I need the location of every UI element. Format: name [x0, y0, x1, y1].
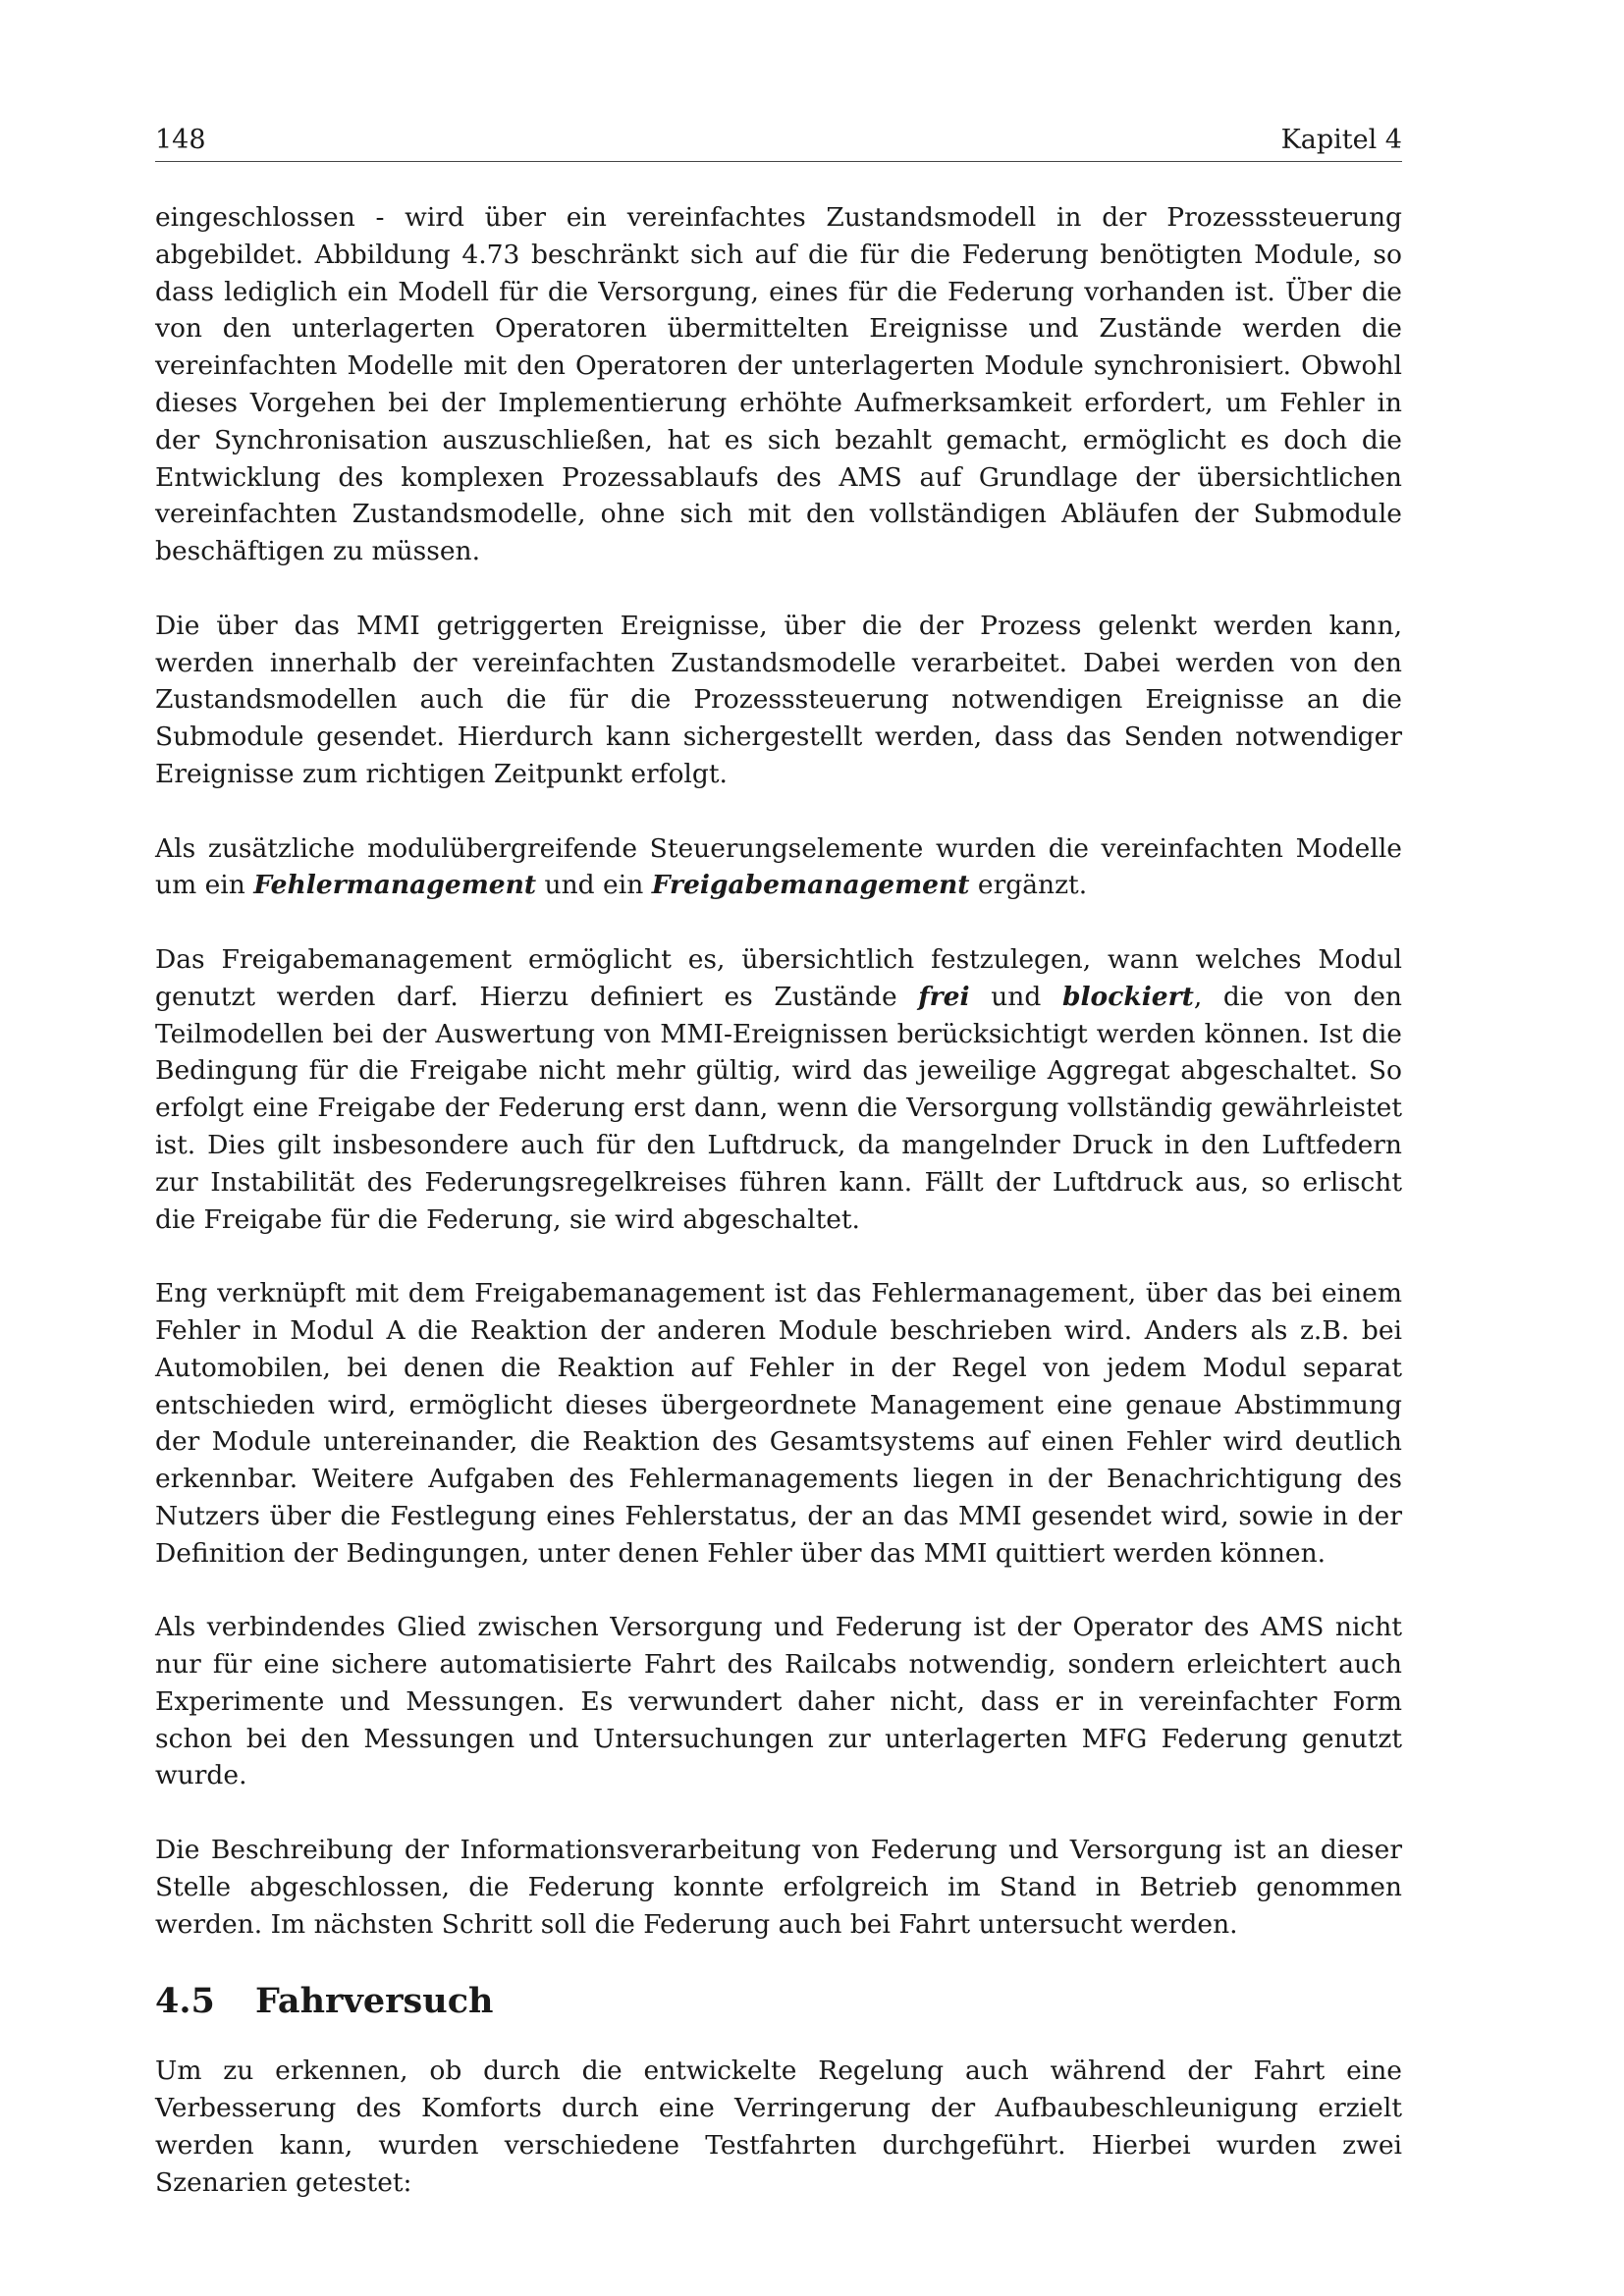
- running-header: [155, 124, 1402, 162]
- paragraph-4-text-1: Das Freigabemanagement ermöglicht es, übersichtlich festzulegen, wann welches Modul genutzt werden darf. Hierzu definiert es Zustände: [155, 943, 1402, 1012]
- paragraph-1: eingeschlossen - wird über ein vereinfachtes Zustandsmodell in der Prozesssteuerung abgebildet. Abbildung 4.73 beschränkt sich auf die für die Federung benötigten Module, so dass lediglich ein Modell für die Versorgung, eines für die Federung vorhanden ist. Über die von den unterlagerten Operatoren übermittelten Ereignisse und Zustände werden die vereinfachten Modelle mit den Operatoren der unterlagerten Module synchronisiert. Obwohl dieses Vorgehen bei der Implementierung erhöhte Aufmerksamkeit erfordert, um Fehler in der Synchronisation auszuschließen, hat es sich bezahlt gemacht, ermöglicht es doch die Entwicklung des komplexen Prozessablaufs des AMS auf Grundlage der übersichtlichen vereinfachten Zustandsmodelle, ohne sich mit den vollständigen Abläufen der Submodule beschäftigen zu müssen.: [155, 202, 1402, 567]
- keyword-freigabemanagement: Freigabemanagement: [651, 870, 970, 901]
- paragraph-6: Als verbindendes Glied zwischen Versorgung und Federung ist der Operator des AMS nicht nur für eine sichere automatisierte Fahrt des Railcabs notwendig, sondern erleichtert auch Experimente und Messungen. Es verwundert daher nicht, dass er in vereinfachter Form schon bei den Messungen und Untersuchungen zur unterlagerten MFG Federung genutzt wurde.: [155, 1612, 1402, 1791]
- paragraph-4-text-2: und: [969, 981, 1062, 1012]
- paragraph-7: Die Beschreibung der Informationsverarbeitung von Federung und Versorgung ist an dieser Stelle abgeschlossen, die Federung konnte erfolgreich im Stand in Betrieb genommen werden. Im nächsten Schritt soll die Federung auch bei Fahrt untersucht werden.: [155, 1835, 1402, 1940]
- body-text: [155, 199, 1402, 2238]
- paragraph-3: [155, 830, 1402, 905]
- keyword-frei: frei: [918, 981, 970, 1012]
- keyword-fehlermanagement: Fehlermanagement: [253, 870, 537, 901]
- paragraph-8: Um zu erkennen, ob durch die entwickelte Regelung auch während der Fahrt eine Verbesserung des Komforts durch eine Verringerung der Aufbaubeschleunigung erzielt werden kann, wurden verschiedene Testfahrten durchgeführt. Hierbei wurden zwei Szenarien getestet:: [155, 2056, 1402, 2198]
- paragraph-3-text-3: ergänzt.: [969, 870, 1088, 901]
- paragraph-2: Die über das MMI getriggerten Ereignisse, über die der Prozess gelenkt werden kann, werden innerhalb der vereinfachten Zustandsmodelle verarbeitet. Dabei werden von den Zustandsmodellen auch die für die Prozesssteuerung notwendigen Ereignisse an die Submodule gesendet. Hierdurch kann sichergestellt werden, dass das Senden notwendiger Ereignisse zum richtigen Zeitpunkt erfolgt.: [155, 610, 1402, 789]
- paragraph-5: Eng verknüpft mit dem Freigabemanagement ist das Fehlermanagement, über das bei einem Fehler in Modul A die Reaktion der anderen Module beschrieben wird. Anders als z.B. bei Automobilen, bei denen die Reaktion auf Fehler in der Regel von jedem Modul separat entschieden wird, ermöglicht dieses übergeordnete Management eine genaue Abstimmung der Module untereinander, die Reaktion des Gesamtsystems auf einen Fehler wird deutlich erkennbar. Weitere Aufgaben des Fehlermanagements liegen in der Benachrichtigung des Nutzers über die Festlegung eines Fehlerstatus, der an das MMI gesendet wird, sowie in der Definition der Bedingungen, unter denen Fehler über das MMI quittiert werden können.: [155, 1278, 1402, 1569]
- page-number: 148: [155, 125, 206, 155]
- chapter-label: Kapitel 4: [1280, 125, 1402, 155]
- paragraph-3-text-1: Als zusätzliche modulübergreifende Steuerungselemente wurden die vereinfachten Modelle um ein: [155, 832, 1402, 901]
- section-heading: [155, 1980, 1402, 2023]
- section-number: 4.5: [155, 1981, 215, 2022]
- keyword-blockiert: blockiert: [1061, 981, 1194, 1012]
- paragraph-4: [155, 941, 1402, 1238]
- section-title: Fahrversuch: [255, 1981, 494, 2022]
- paragraph-4-text-3: , die von den Teilmodellen bei der Auswertung von MMI-Ereignissen berücksichtigt werden können. Ist die Bedingung für die Freigabe nicht mehr gültig, wird das jeweilige Aggregat abgeschaltet. So erfolgt eine Freigabe der Federung erst dann, wenn die Versorgung vollständig gewährleistet ist. Dies gilt insbesondere auch für den Luftdruck, da mangelnder Druck in den Luftfedern zur Instabilität des Federungsregelkreises führen kann. Fällt der Luftdruck aus, so erlischt die Freigabe für die Federung, sie wird abgeschaltet.: [155, 981, 1402, 1235]
- paragraph-3-text-2: und ein: [536, 870, 652, 901]
